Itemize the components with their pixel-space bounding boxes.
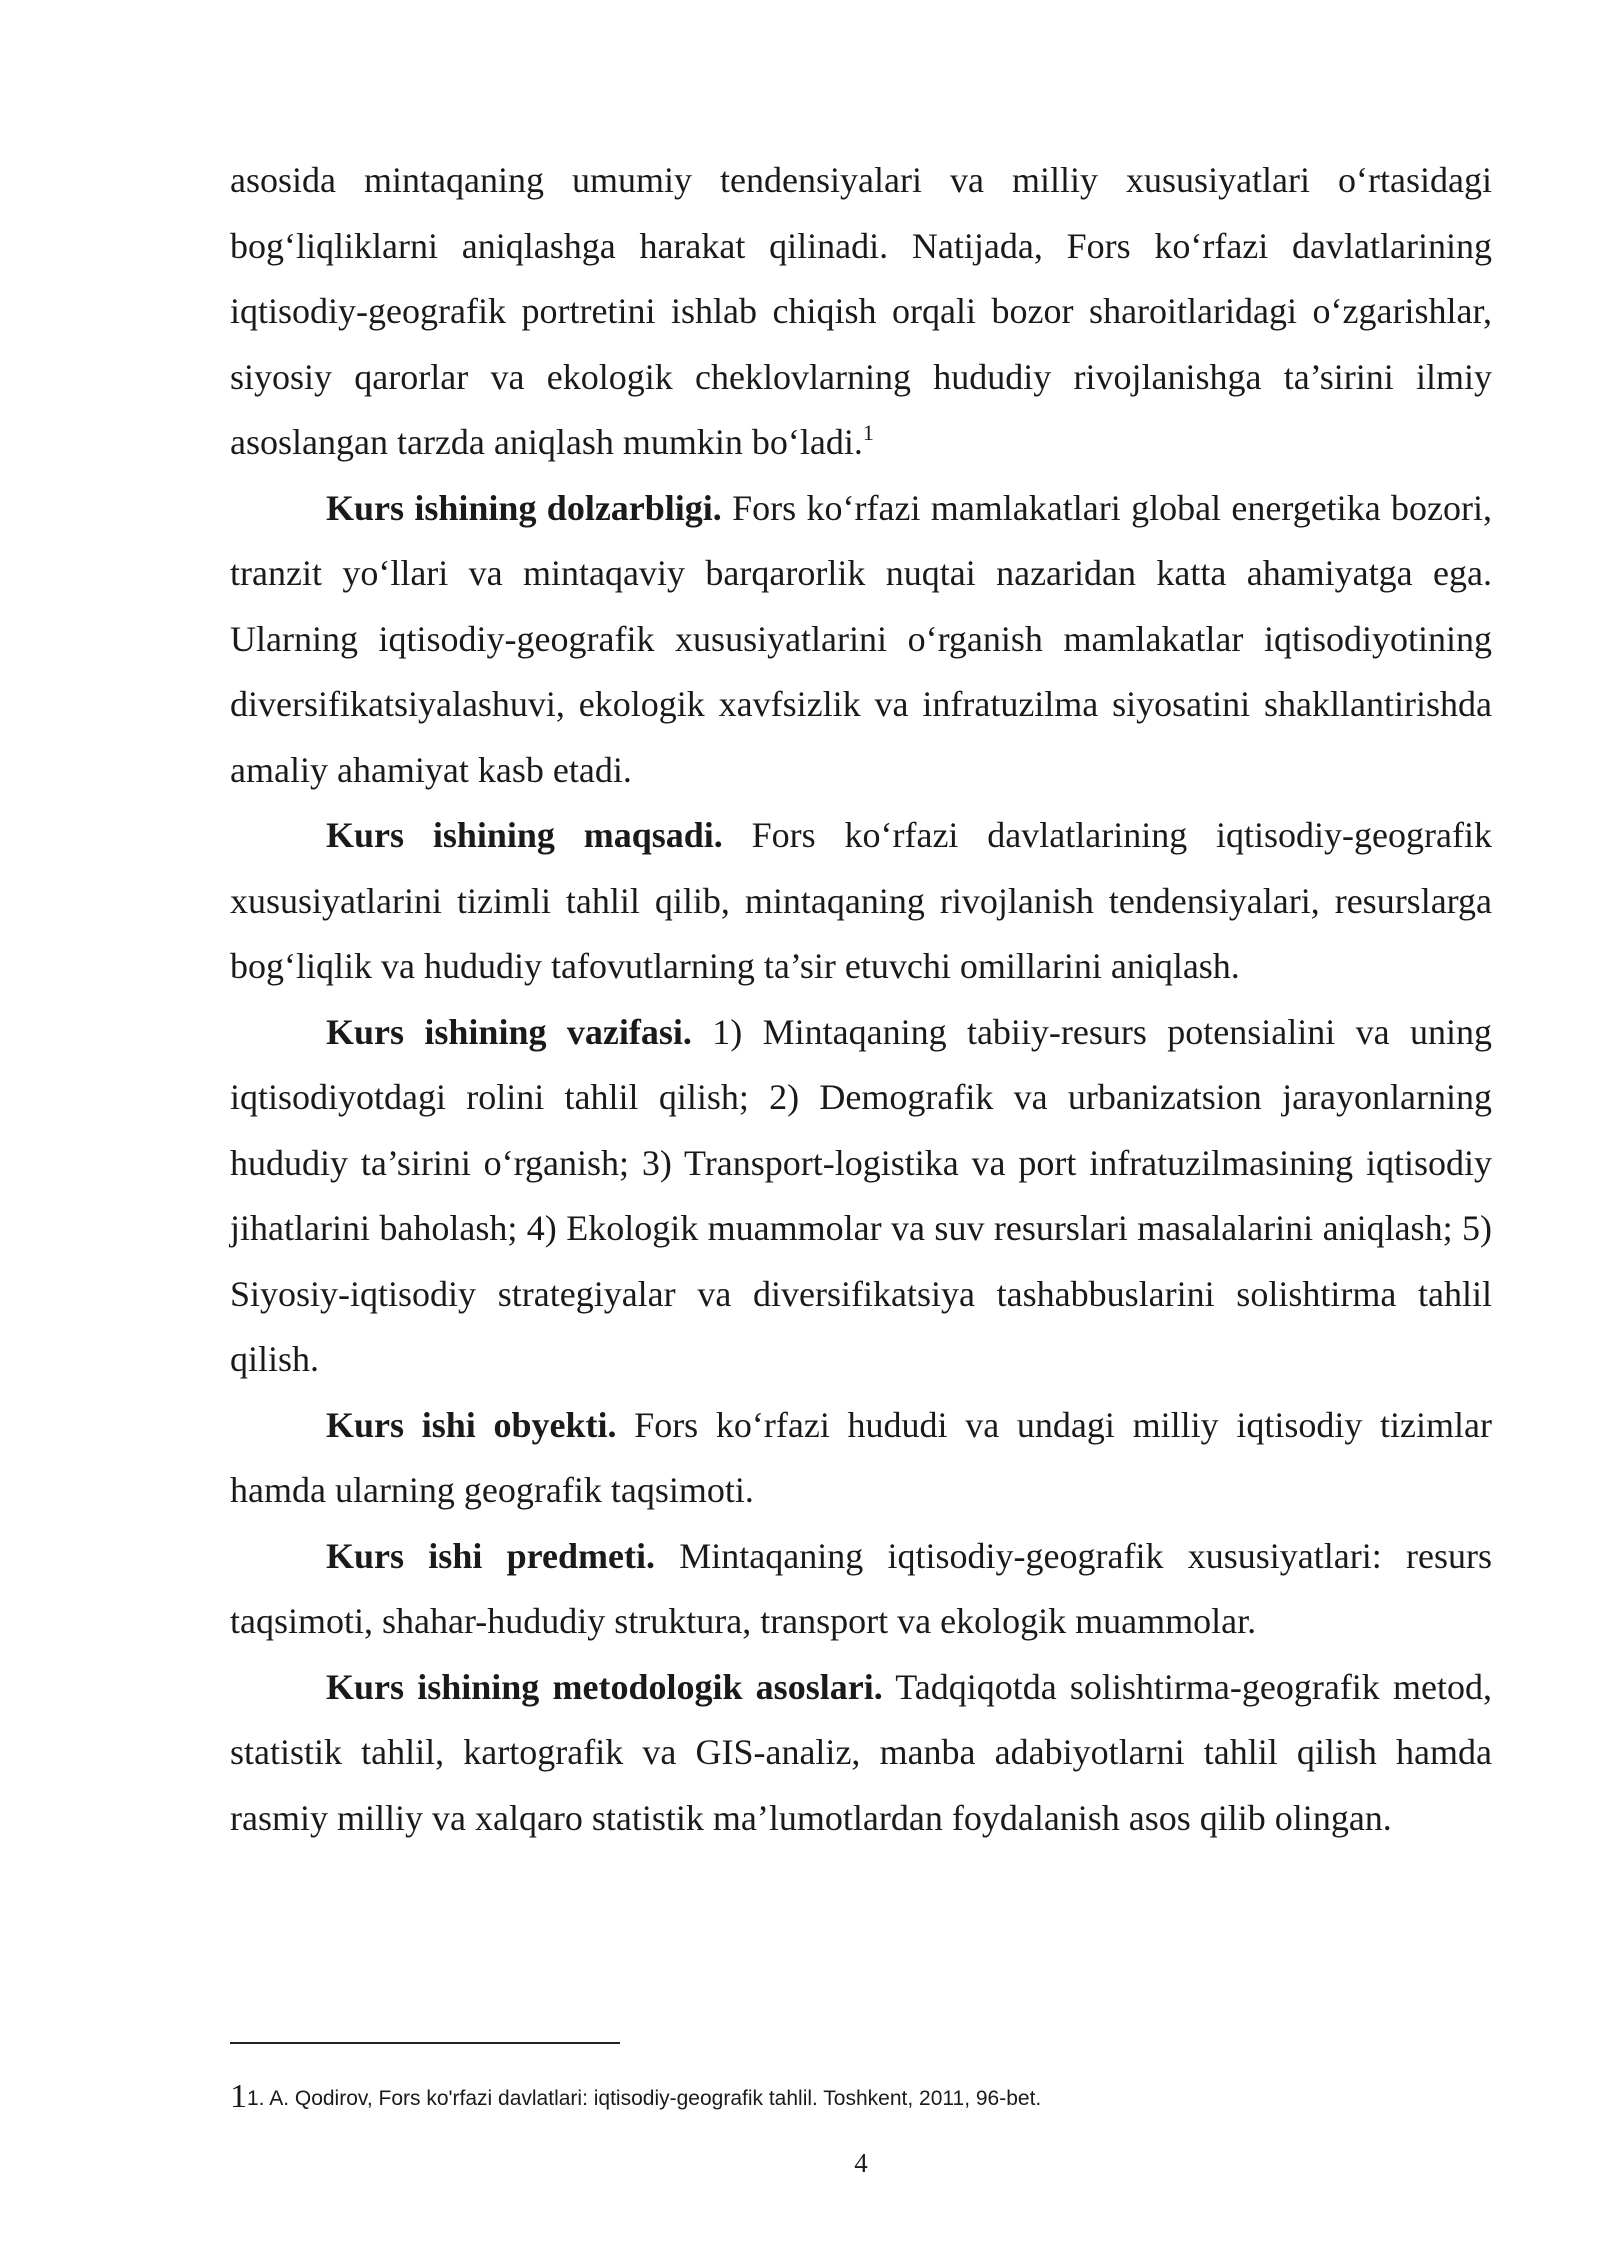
paragraph-text: Fors ko‘rfazi hududi va undagi milliy iqtisodiy tizimlar hamda ularning geografik taqsimoti.: [230, 1404, 1492, 1510]
paragraph-object: [230, 1393, 1492, 1524]
footnote-reference[interactable]: 1: [862, 420, 874, 445]
footnote-separator: [230, 2042, 620, 2044]
paragraph-heading: Kurs ishining dolzarbligi.: [326, 487, 722, 528]
paragraph-text: asosida mintaqaning umumiy tendensiyalari va milliy xususiyatlari o‘rtasidagi bog‘liqliklarni aniqlashga harakat qilinadi. Natijada, Fors ko‘rfazi davlatlarining iqtisodiy-geografik portretini ishlab chiqish orqali bozor sharoitlaridagi o‘zgarishlar, siyosiy qarorlar va ekologik cheklovlarning hududiy rivojlanishga ta’sirini ilmiy asoslangan tarzda aniqlash mumkin bo‘ladi.: [230, 160, 1492, 462]
footnote: [230, 2080, 1492, 2116]
paragraph-heading: Kurs ishining maqsadi.: [326, 815, 723, 855]
paragraph-subject: [230, 1524, 1492, 1655]
paragraph-relevance: [230, 476, 1492, 804]
paragraph-goal: [230, 803, 1492, 1000]
paragraph-methodology: [230, 1655, 1492, 1852]
paragraph-text: Mintaqaning iqtisodiy-geografik xususiyatlari: resurs taqsimoti, shahar-hududiy struktura, transport va ekologik muammolar.: [230, 1535, 1492, 1641]
paragraph-heading: Kurs ishi obyekti.: [326, 1404, 617, 1445]
footnote-text: 1. A. Qodirov, Fors ko'rfazi davlatlari: iqtisodiy-geografik tahlil. Toshkent, 2011, 96-bet.: [247, 2087, 1042, 2110]
paragraph-text: Fors ko‘rfazi mamlakatlari global energetika bozori, tranzit yo‘llari va mintaqaviy barqarorlik nuqtai nazaridan katta ahamiyatga ega. Ularning iqtisodiy-geografik xususiyatlarini o‘rganish mamlakatlar iqtisodiyotining diversifikatsiyalashuvi, ekologik xavfsizlik va infratuzilma siyosatini shakllantirishda amaliy ahamiyat kasb etadi.: [230, 487, 1492, 790]
paragraph-heading: Kurs ishining vazifasi.: [326, 1011, 692, 1052]
paragraph-tasks: [230, 1000, 1492, 1393]
footnote-number: 1: [230, 2078, 247, 2115]
paragraph-text: Fors ko‘rfazi davlatlarining iqtisodiy-geografik xususiyatlarini tizimli tahlil qilib, mintaqaning rivojlanish tendensiyalari, resurslarga bog‘liqlik va hududiy tafovutlarning ta’sir etuvchi omillarini aniqlash.: [230, 815, 1492, 986]
paragraph-text: 1) Mintaqaning tabiiy-resurs potensialini va uning iqtisodiyotdagi rolini tahlil qilish; 2) Demografik va urbanizatsion jarayonlarning hududiy ta’sirini o‘rganish; 3) Transport-logistika va port infratuzilmasining iqtisodiy jihatlarini baholash; 4) Ekologik muammolar va suv resurslari masalalarini aniqlash; 5) Siyosiy-iqtisodiy strategiyalar va diversifikatsiya tashabbuslarini solishtirma tahlil qilish.: [230, 1011, 1492, 1379]
page-number: 4: [854, 2148, 868, 2178]
paragraph-text: Tadqiqotda solishtirma-geografik metod, statistik tahlil, kartografik va GIS-analiz, manba adabiyotlarni tahlil qilish hamda rasmiy milliy va xalqaro statistik ma’lumotlardan foydalanish asos qilib olingan.: [230, 1666, 1492, 1838]
paragraph-intro-continuation: [230, 148, 1492, 476]
body-text: [230, 148, 1492, 1851]
paragraph-heading: Kurs ishi predmeti.: [326, 1535, 655, 1576]
paragraph-heading: Kurs ishining metodologik asoslari.: [326, 1666, 883, 1707]
